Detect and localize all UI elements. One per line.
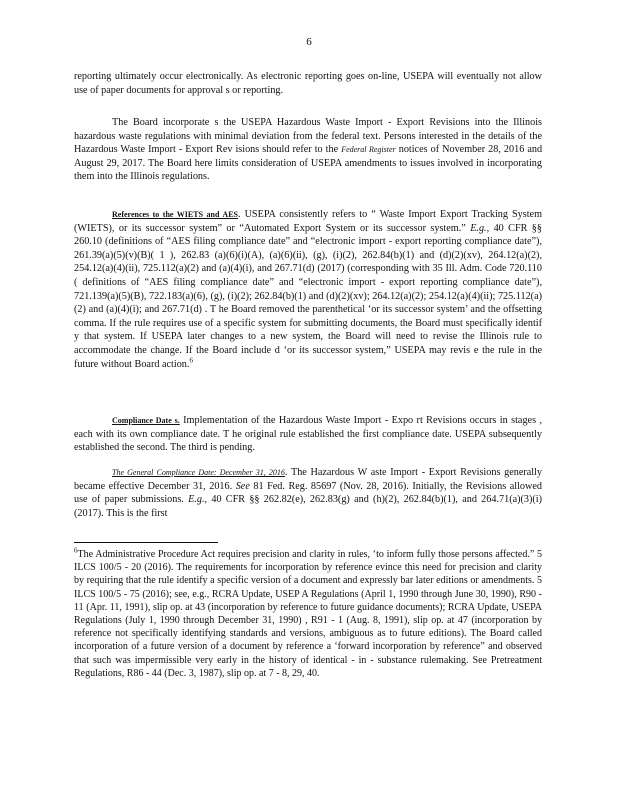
section-heading: Compliance Date s. [112, 416, 180, 425]
paragraph-text: The Board incorporate s the USEPA Hazardous Waste Import - Export Revisions into the Illinois hazardous waste regulations with minimal deviation from the federal text. Persons interested in the details of the Hazardous Waste Import - Export Rev isions should refer to the [74, 117, 542, 156]
footnote-text: , R86 - 44 (Dec. 3, 1987), slip op. at 7 - 8, 29, 40. [121, 667, 320, 679]
paragraph-text: Implementation of the Hazardous Waste Import - Expo rt Revisions occurs in stages , each with its own compliance date. T he original rule established the first compliance date. USEPA subsequently established the second. The third is pending. [74, 415, 542, 454]
paragraph-compliance-dates [74, 414, 542, 455]
page-number: 6 [306, 36, 312, 48]
footnote-text: , R90 - 11 (Apr. 11, 1991), slip op. at 43 (incorporation by reference to future guidance documents); RCRA Update, USEPA Regulations (July 1, 1990 through December 31, 1990) , R91 - 1 (Aug. 8, 1991), slip op. at 47 (incorporation by reference not specifically identifying standards and versions, ambiguous as to future editions). The Board called incorporation of a future version of a document by reference a ‘forward incorporation by reference” and observed that such was impermissible very early in the history of identical - in - substance rulemaking. See [74, 588, 542, 666]
federal-register-term: Federal Register [341, 145, 396, 155]
footnote-text: The Administrative Procedure Act requires precision and clarity in rules, ‘to inform fully those persons affected.” 5 ILCS 100/5 - 20 (2016). The requirements for incorporation by reference evince this need for precision and clarity by requiring that the rule identify a specific version of a document and expressly bar later editions or amendments. 5 ILCS 100/5 - 75 (2016); [74, 549, 542, 600]
paragraph-continuation [74, 70, 542, 97]
paragraph-text: 40 CFR §§ 260.10 (definitions of “AES filing compliance date” and “electronic import - export reporting compliance date”), 261.39(a)(5)(v)(B)( 1 ), 262.83 (a)(6)(i)(A), (a)(6)(ii), (g), (i)(2), 262.84(b)(1) and (d)(2)(xv), 264.12(a)(2), 254.12(a)(4)(ii), 725.112(a)(2) and (a)(4)(i), and 267.71(d) (2017) (corresponding with 35 Ill. Adm. Code 720.110 ( definitions of “AES filing compliance date” and “electronic import - export reporting compliance date”), 721.139(a)(5)(B), 722.183(a)(6), (g), (i)(2); 262.84(b)(1) and (d)(2)(xv); 264.12(a)(2); 254.12(a)(4)(ii); 725.112(a)(2) and (a)(4)(i); and 267.71(d) . T he Board removed the parenthetical ‘or its successor system’ and the offsetting comma. If the rule requires use of a specific system for submitting documents, the Board must specifically identif y that system. If USEPA later changes to a new system, the Board will need to revise the Illinois rule to accommodate the change. If the Board include d ‘or its successor system,” USEPA may revis e the rule in the future without Board action. [74, 222, 542, 370]
citation-signal: See [235, 480, 250, 492]
paragraph-text: . USEPA consistently refers to “ Waste Import Export Tracking System (WIETS), or its successor system” or “Automated Export System or its successor system.” [74, 209, 542, 234]
citation-signal: E.g., [188, 494, 208, 506]
footnote-text: , [206, 588, 210, 600]
paragraph-text: reporting ultimately occur electronically. As electronic reporting goes on-line, USEPA will eventually not allow use of paper documents for approval s or reporting. [74, 71, 542, 96]
footnote-divider [74, 542, 218, 543]
paragraph-wiets-aes [74, 208, 542, 371]
paragraph-incorporation [74, 116, 542, 184]
paragraph-general-compliance [74, 466, 542, 520]
citation-signal: see, e.g. [174, 588, 207, 600]
footnote-number: 6 [74, 546, 78, 555]
case-citation: Pretreatment Regulations [74, 654, 543, 679]
footnote [74, 548, 542, 680]
citation-signal: E.g., [470, 222, 490, 234]
paragraph-text: notices of November 28, 2016 and August 29, 2017. The Board here limits consideration of USEPA amendments to issues involved in incorporating them into the Illinois regulations. [74, 144, 543, 183]
paragraph-text: 81 Fed. Reg. 85697 (Nov. 28, 2016). Initially, the Revisions allowed use of paper submissions. [74, 480, 542, 506]
section-heading: References to the WIETS and AES [112, 210, 238, 219]
section-heading: The General Compliance Date: December 31, 2016 [112, 468, 285, 477]
case-citation: RCRA Update, USEP A Regulations (April 1, 1990 through June 30, 1990) [211, 588, 515, 600]
footnote-reference: 6 [189, 356, 193, 365]
paragraph-text: 40 CFR §§ 262.82(e), 262.83(g) and (h)(2), 262.84(b)(1), and 264.71(a)(3)(i) (2017). This is the first [74, 494, 542, 519]
paragraph-text: . The Hazardous W aste Import - Export Revisions generally became effective December 31, 2016. [74, 467, 543, 492]
